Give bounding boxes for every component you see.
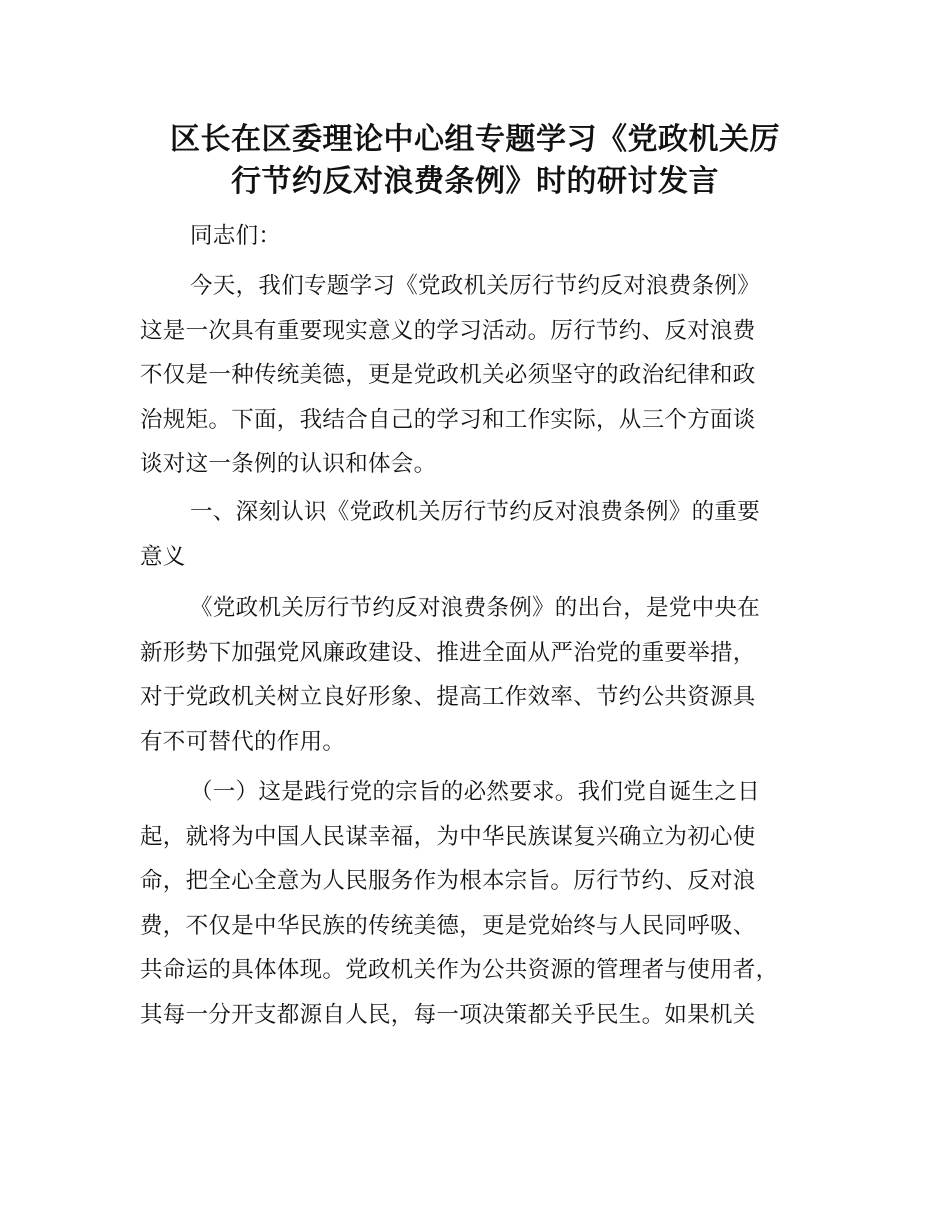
paragraph-line: 新形势下加强党风廉政建设、推进全面从严治党的重要举措， xyxy=(140,639,756,666)
heading-line: 一、深刻认识《党政机关厉行节约反对浪费条例》的重要 xyxy=(190,499,761,525)
paragraph-line: 《党政机关厉行节约反对浪费条例》的出台，是党中央在 xyxy=(190,595,761,621)
paragraph-line: 有不可替代的作用。 xyxy=(140,728,346,755)
paragraph-line: 谈对这一条例的认识和体会。 xyxy=(140,451,437,477)
paragraph-line: 这是一次具有重要现实意义的学习活动。厉行节约、反对浪费 xyxy=(140,317,756,344)
salutation: 同志们： xyxy=(190,223,282,249)
paragraph-2 xyxy=(140,586,830,764)
document-title-line-2: 行节约反对浪费条例》时的研讨发言 xyxy=(231,164,719,199)
paragraph-line: 起，就将为中国人民谋幸福，为中华民族谋复兴确立为初心使 xyxy=(140,823,756,850)
paragraph-1 xyxy=(140,264,830,487)
paragraph-line: 共命运的具体体现。党政机关作为公共资源的管理者与使用者， xyxy=(140,957,779,983)
section-heading-1 xyxy=(140,490,830,579)
paragraph-line: 费，不仅是中华民族的传统美德，更是党始终与人民同呼吸、 xyxy=(140,912,756,939)
paragraph-line: 今天，我们专题学习《党政机关厉行节约反对浪费条例》 xyxy=(190,273,761,299)
paragraph-line: 不仅是一种传统美德，更是党政机关必须坚守的政治纪律和政 xyxy=(140,362,756,388)
heading-line: 意义 xyxy=(140,543,186,570)
document-title-line-1: 区长在区委理论中心组专题学习《党政机关厉 xyxy=(170,122,780,157)
paragraph-line: 其每一分开支都源自人民，每一项决策都关乎民生。如果机关 xyxy=(140,1001,756,1028)
paragraph-line: 治规矩。下面，我结合自己的学习和工作实际，从三个方面谈 xyxy=(140,406,756,433)
paragraph-line: 命，把全心全意为人民服务作为根本宗旨。厉行节约、反对浪 xyxy=(140,868,756,894)
paragraph-line: 对于党政机关树立良好形象、提高工作效率、节约公共资源具 xyxy=(140,684,756,710)
paragraph-line: （一）这是践行党的宗旨的必然要求。我们党自诞生之日 xyxy=(190,779,761,805)
paragraph-3 xyxy=(140,770,830,1037)
